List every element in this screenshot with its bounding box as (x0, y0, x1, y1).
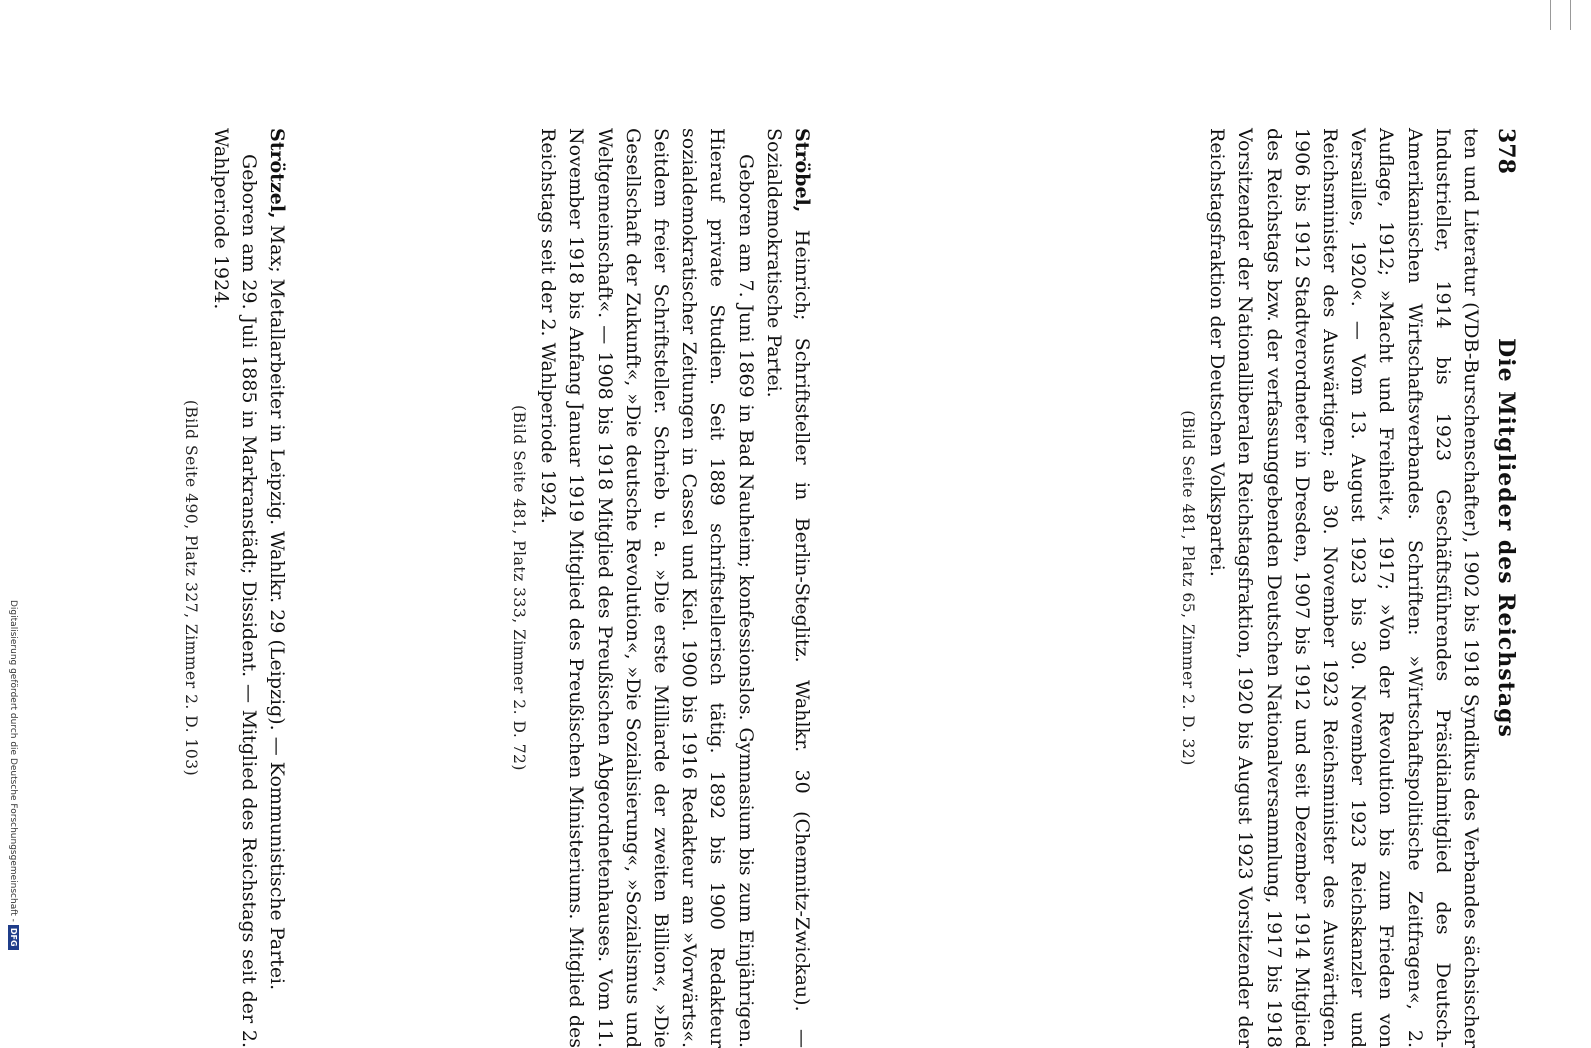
scan-edge-mark (1550, 0, 1551, 30)
credit-text: Digitalisierung gefördert durch die Deutsche Forschungsgemeinschaft - (8, 600, 18, 922)
entry-heading (760, 128, 816, 1048)
biography-entry (182, 128, 291, 1048)
page-number: 378 (1493, 128, 1519, 174)
image-reference: (Bild Seite 481, Platz 333, Zimmer 2. D. 72) (509, 405, 528, 771)
biography-entry (1179, 128, 1485, 1048)
entry-text: Geboren am 7. Juni 1869 in Bad Nauheim; konfessionslos. Gymnasium bis zum Einjährigen. Hierauf private Studien. Seit 1889 schriftstellerisch tätig. 1892 bis 1900 Redakteur sozialdemokratischer Zeitungen in Cassel und Kiel. 1900 bis 1916 Redakteur am »Vorwärts«. Seitdem freier Schriftsteller. Schrieb u. a. »Die erste Milliarde der zweiten Billion«, »Die Gesellschaft der Zukunft«, »Die deutsche Revolution«, »Die Sozialisierung«, »Sozialismus und Weltgemeinschaft«. — 1908 bis 1918 Mitglied des Preußischen Abgeordnetenhauses. Vom 11. November 1918 bis Anfang Januar 1919 Mitglied des Preußischen Ministeriums. Mitglied des Reichstags seit der 2. Wahlperiode 1924. (537, 128, 757, 1048)
entry-heading (263, 128, 291, 1048)
member-name: Ströbel, (791, 128, 813, 213)
biography-entry (510, 128, 816, 1048)
member-name: Strötzel, (266, 128, 288, 219)
digitization-credit (8, 600, 19, 980)
page-header (1489, 128, 1519, 948)
running-title: Die Mitglieder des Reichstags (1493, 338, 1519, 738)
member-summary: Heinrich; Schriftsteller in Berlin-Steglitz. Wahlkr. 30 (Chemnitz-Zwickau). — Sozialdemokratische Partei. (762, 128, 813, 1048)
entry-text: Geboren am 29. Juli 1885 in Markranstädt; Dissident. — Mitglied des Reichstags seit der 2. Wahlperiode 1924. (209, 128, 260, 1048)
image-reference: (Bild Seite 490, Platz 327, Zimmer 2. D. 103) (182, 399, 201, 777)
member-summary: Max; Metallarbeiter in Leipzig. Wahlkr. 29 (Leipzig). — Kommunistische Partei. (266, 218, 288, 991)
image-reference: (Bild Seite 481, Platz 65, Zimmer 2. D. 32) (1178, 410, 1197, 766)
dfg-logo-icon: DFG (8, 925, 19, 950)
scan-edge-mark (1570, 0, 1571, 30)
entry-text: ten und Literatur (VDB-Burschenschafter), 1902 bis 1918 Syndikus des Verbandes sächsischer Industrieller, 1914 bis 1923 Geschäftsführendes Präsidialmitglied des Deutsch-Amerikanischen Wirtschaftsverbandes. Schriften: »Wirtschaftspolitische Zeitfragen«, 2. Auflage, 1912; »Macht und Freiheit«, 1917; »Von der Revolution bis zum Frieden von Versailles, 1920«. — Vom 13. August 1923 bis 30. November 1923 Reichskanzler und Reichsminister des Auswärtigen; ab 30. November 1923 Reichsminister des Auswärtigen. 1906 bis 1912 Stadtverordneter in Dresden, 1907 bis 1912 und seit Dezember 1914 Mitglied des Reichstags bzw. der verfassunggebenden Deutschen Nationalversammlung, 1917 bis 1918 Vorsitzender der Nationalliberalen Reichstagsfraktion, 1920 bis August 1923 Vorsitzender der Reichstagsfraktion der Deutschen Volkspartei. (1206, 128, 1482, 1048)
